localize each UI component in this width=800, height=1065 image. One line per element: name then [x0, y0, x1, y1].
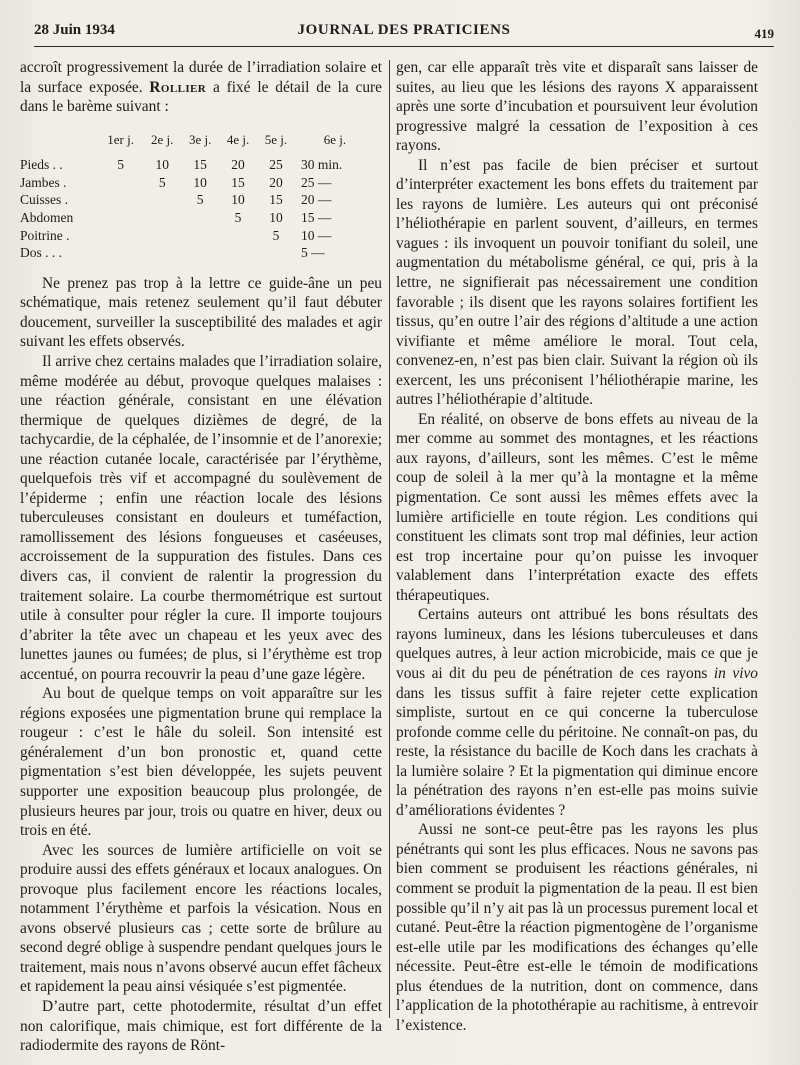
column-divider	[389, 60, 390, 1018]
table-cell: 5	[117, 157, 124, 173]
table-cell: 5	[196, 192, 204, 208]
table-cell	[181, 227, 219, 245]
left-column	[20, 58, 382, 1056]
table-row	[20, 156, 375, 174]
day-header: 6e j.	[323, 131, 347, 147]
paragraph: Ne prenez pas trop à la lettre ce guide-âne un peu schématique, mais retenez seulement qu’il faut débuter doucement, surveiller la susceptibilité des malades et agir suivant les effets observés.	[20, 274, 382, 351]
paragraph: Aussi ne sont-ce peut-être pas les rayons les plus pénétrants qui sont les plus efficaces. Nous ne savons pas bien comment se produisent les réactions générales, ni comment se produit la pigmentation de la peau. Il est bien possible qu’il n’y ait pas là un processus purement local et cutané. Peut-être la réaction pigmentogène de l’organisme est-elle utile par les modifications des échanges qu’elle nécessite. Peut-être est-elle le témoin de modifications plus étendues de la nutrition, dont on commence, dans l’application de la photothérapie au rachitisme, à entrevoir l’existence.	[396, 821, 758, 1034]
day-header: 3e j.	[188, 131, 212, 147]
paragraph: Au bout de quelque temps on voit apparaître sur les régions exposées une pigmentation brune qui remplace la rougeur : c’est le hâle du soleil. Son intensité est généralement d’un bon pronostic et, quand cette pigmentation s’est bien développée, les sujets peuvent supporter une exposition beaucoup plus prolongée, de plusieurs heures par jour, trois ou quatre en hiver, deux ou trois en été.	[20, 685, 382, 840]
table-cell	[98, 209, 143, 227]
table-cell	[219, 227, 257, 245]
table-cell	[257, 244, 295, 262]
table-cell: 20	[269, 174, 283, 190]
table-cell: 25 —	[300, 174, 332, 190]
body-part: Abdomen	[20, 210, 74, 226]
table-cell: 30 min.	[300, 157, 343, 173]
table-cell	[98, 227, 143, 245]
table-cell: 25	[269, 157, 283, 173]
paragraph: En réalité, on observe de bons effets au niveau de la mer comme au sommet des montagnes, et les réactions aux rayons, d’ailleurs, sont les mêmes. C’est le même coup de soleil à la mer qu’à la montagne et la même pigmentation. Ce sont aussi les mêmes effets avec la lumière artificielle en toute région. Les conditions qui constituent les climats sont trop mal définies, leur action est trop incertaine pour qu’on puisse les invoquer valablement dans l’interprétation exacte des effets thérapeutiques.	[396, 410, 758, 604]
table-cell: 15 —	[300, 210, 332, 226]
table-cell: 10 —	[300, 227, 332, 243]
body-part: Dos . . .	[20, 245, 63, 261]
table-cell: 20	[231, 157, 245, 173]
table-cell: 5	[272, 227, 280, 243]
author-name: Rollier	[149, 78, 207, 96]
paragraph: D’autre part, cette photodermite, résultat d’un effet non calorifique, mais chimique, est fort différente de la radiodermite des rayons de Rönt-	[20, 998, 382, 1055]
text-run: accroît progressivement la durée de l’irradiation solaire et la surface exposée.	[20, 59, 382, 96]
table-cell	[98, 191, 143, 209]
page-header	[34, 20, 774, 47]
text-run: dans les tissus suffit à faire rejeter cette explication simpliste, surtout en ce qui concerne la tuberculose profonde comme celle du péritoine. Ne connaît-on pas, du reste, la résistance du bacille de Koch dans les crachats à la lumière solaire ? Et la pigmentation qui diminue encore la pénétration des rayons n’en est-elle pas moins suivie d’améliorations évidentes ?	[396, 684, 758, 819]
paragraph: gen, car elle apparaît très vite et disparaît sans laisser de suites, au lieu que les lésions des rayons X apparaissent après une sorte d’incubation et poursuivent leur évolution progressive malgré la cessation de l’exposition à ces rayons.	[396, 59, 758, 155]
day-header: 5e j.	[264, 131, 288, 147]
body-part: Jambes .	[20, 174, 67, 190]
latin-term: in vivo	[713, 664, 759, 682]
page-number: 419	[754, 26, 774, 41]
issue-date: 28 Juin 1934	[34, 22, 115, 38]
table-row	[20, 191, 375, 209]
table-cell	[181, 209, 219, 227]
table-cell: 5 —	[300, 245, 325, 261]
body-part: Poitrine .	[20, 227, 70, 243]
paragraph	[20, 58, 382, 117]
cure-schedule-table	[20, 131, 375, 262]
table-cell	[181, 244, 219, 262]
table-cell	[143, 191, 181, 209]
table-cell: 15	[231, 174, 245, 190]
day-header: 4e j.	[226, 131, 250, 147]
journal-title: JOURNAL DES PRATICIENS	[297, 22, 511, 38]
table-cell	[143, 209, 181, 227]
table-cell	[143, 227, 181, 245]
table-row	[20, 174, 375, 192]
paragraph: Avec les sources de lumière artificielle on voit se produire aussi des effets généraux et locaux analogues. On provoque plus facilement encore les réactions locales, notamment l’érythème et parfois la vésication. Nous en avons observé plusieurs cas ; cette sorte de brûlure au second degré oblige à suspendre pendant quelques jours le traitement, mais nous n’avons observé aucun effet fâcheux et rapidement la peau ainsi vésiquée s’est pigmentée.	[20, 841, 382, 996]
table-row	[20, 244, 375, 262]
table-cell: 10	[155, 157, 169, 173]
table-cell: 20 —	[300, 192, 332, 208]
paragraph: Il n’est pas facile de bien préciser et surtout d’interpréter exactement les bons effets du traitement par les rayons de lumière. Les auteurs qui ont préconisé l’héliothérapie en parlent souvent, d’ailleurs, en termes vagues : ils invoquent un pouvoir tonifiant du soleil, une augmentation du métabolisme général, ce qui, pris à la lettre, ne signifierait pas nécessairement une condition favorable ; ils disent que les rayons solaires fortifient les tissus, qu’en outre l’air des régions d’altitude a une action vivifiante et même améliore le moral. Tout cela, convenez-en, n’est pas bien clair. Suivant la région où ils exercent, les uns préconisent l’héliothérapie marine, les autres l’héliothérapie d’altitude.	[396, 156, 758, 409]
table-cell	[98, 174, 143, 192]
table-cell: 5	[158, 174, 166, 190]
body-part: Pieds . .	[20, 157, 63, 173]
text-run: Certains auteurs ont attribué les bons résultats des rayons lumineux, dans les lésions tuberculeuses et dans quelques autres, à leur action microbicide, mais ce que je vous ai dit du peu de pénétration de ces rayons	[396, 606, 758, 682]
body-part: Cuisses .	[20, 192, 69, 208]
table-row	[20, 209, 375, 227]
day-header: 1er j.	[107, 131, 134, 147]
day-header: 2e j.	[151, 131, 174, 147]
table-cell: 10	[231, 192, 245, 208]
table-header-row	[20, 131, 375, 157]
text-run: a fixé le détail de la cure dans le barème suivant :	[20, 78, 382, 116]
table-cell	[98, 244, 143, 262]
table-cell	[219, 244, 257, 262]
paragraph	[396, 605, 758, 820]
right-column	[396, 58, 758, 1035]
table-cell: 5	[234, 210, 242, 226]
table-cell: 10	[269, 210, 283, 226]
table-corner	[20, 131, 98, 157]
table-row	[20, 227, 375, 245]
table-cell: 15	[269, 192, 283, 208]
table-cell: 15	[193, 157, 207, 173]
paragraph: Il arrive chez certains malades que l’irradiation solaire, même modérée au début, provoque quelques malaises : une réaction générale, consistant en une élévation thermique de quelques dizièmes de degré, de la tachycardie, de la céphalée, de l’insomnie et de l’anorexie; une réaction cutanée locale, caractérisée par l’érythème, quelquefois très vif et accompagné du soulèvement de l’épiderme ; enfin une réaction locale des lésions tuberculeuses consistant en douleurs et tuméfaction, ramollissement des lésions fongueuses et caséeuses, accroissement de la suppuration des fistules. Dans ces divers cas, il convient de ralentir la progression du traitement solaire. La courbe thermométrique est surtout utile à consulter pour régler la cure. Il importe toujours d’abriter la tête avec un chapeau et les yeux avec des lunettes jaunes ou fumées; de plus, si l’érythème est trop accentué, on pourra recouvrir la peau d’une gaze légère.	[20, 352, 382, 683]
table-cell: 10	[193, 174, 207, 190]
table-cell	[143, 244, 181, 262]
